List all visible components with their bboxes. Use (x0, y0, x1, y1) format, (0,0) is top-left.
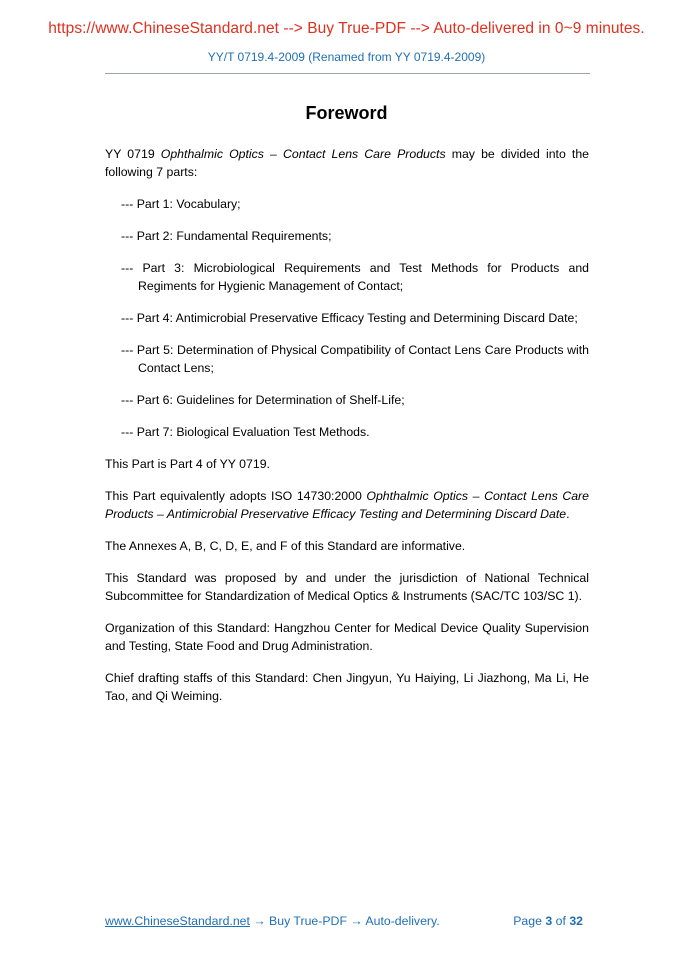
intro-paragraph (105, 145, 589, 181)
part-item-3: --- Part 3: Microbiological Requirements and Test Methods for Products and Regiments for Hygienic Management of Contact; (121, 261, 589, 293)
iso-title: Ophthalmic Optics – Contact Lens Care Products – Antimicrobial Preservative Efficacy Testing and Determining Discard Date (105, 489, 589, 521)
page-title: Foreword (305, 103, 388, 123)
page-counter (513, 914, 583, 928)
adoption-paragraph (105, 487, 589, 523)
intro-prefix: YY 0719 (105, 147, 161, 161)
page-footer (105, 914, 583, 928)
part-of-paragraph: This Part is Part 4 of YY 0719. (105, 457, 270, 471)
footer-site-link[interactable]: www.ChineseStandard.net (105, 914, 250, 928)
drafters-paragraph: Chief drafting staffs of this Standard: Chen Jingyun, Yu Haiying, Li Jiazhong, Ma Li, He Tao, and Qi Weiming. (105, 671, 589, 703)
current-page-number: 3 (545, 914, 553, 928)
series-title: Ophthalmic Optics – Contact Lens Care Products (160, 147, 446, 161)
page-label: Page (513, 914, 542, 928)
intro-suffix: may be divided into the following 7 parts: (105, 147, 589, 179)
footer-delivery-text: → Buy True-PDF → Auto-delivery. (249, 914, 440, 928)
proposed-paragraph: This Standard was proposed by and under the jurisdiction of National Technical Subcommittee for Standardization of Medical Optics & Instruments (SAC/TC 103/SC 1). (105, 571, 589, 603)
total-pages-number: 32 (569, 914, 583, 928)
part-item-2: --- Part 2: Fundamental Requirements; (121, 229, 332, 243)
part-item-1: --- Part 1: Vocabulary; (121, 197, 241, 211)
of-label: of (555, 914, 566, 928)
annexes-paragraph: The Annexes A, B, C, D, E, and F of this Standard are informative. (105, 539, 466, 553)
part-item-4: --- Part 4: Antimicrobial Preservative Efficacy Testing and Determining Discard Date; (121, 311, 578, 325)
adoption-prefix: This Part equivalently adopts ISO 14730:2000 (105, 489, 367, 503)
organization-paragraph: Organization of this Standard: Hangzhou Center for Medical Device Quality Supervision and Testing, State Food and Drug Administration. (105, 621, 589, 653)
top-banner-link[interactable]: https://www.ChineseStandard.net --> Buy True-PDF --> Auto-delivered in 0~9 minutes. (48, 20, 645, 37)
part-item-5: --- Part 5: Determination of Physical Compatibility of Contact Lens Care Products with Contact Lens; (121, 343, 589, 375)
header-divider (105, 73, 590, 74)
adoption-suffix: . (566, 507, 570, 521)
standard-id-header: YY/T 0719.4-2009 (Renamed from YY 0719.4-2009) (207, 50, 486, 64)
document-body (105, 145, 589, 705)
part-item-6: --- Part 6: Guidelines for Determination of Shelf-Life; (121, 393, 405, 407)
part-item-7: --- Part 7: Biological Evaluation Test Methods. (121, 425, 370, 439)
